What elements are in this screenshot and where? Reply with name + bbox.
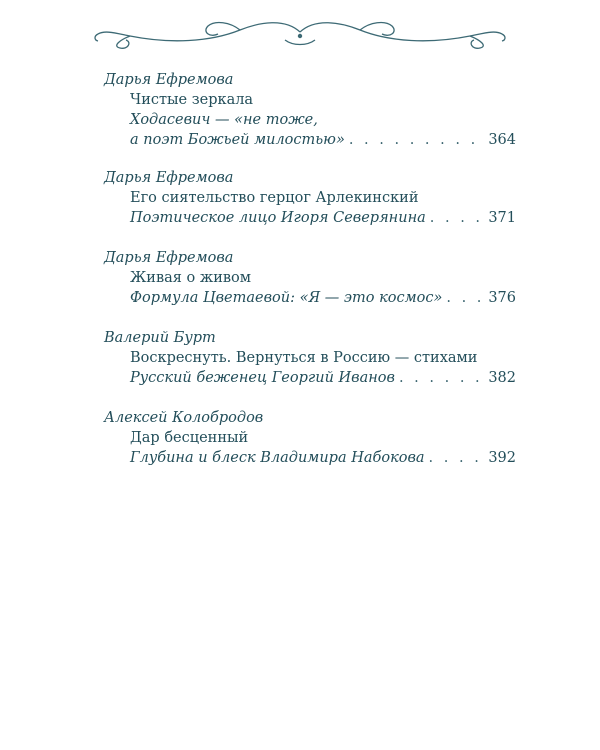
entry-subtitle-with-page xyxy=(130,288,516,308)
entry-title: Дар бесценный xyxy=(130,430,249,446)
entry-subtitle: Ходасевич — «не тоже, xyxy=(130,112,318,128)
entry-subtitle: Поэтическое лицо Игоря Северянина xyxy=(130,210,426,226)
dot-leader xyxy=(430,208,485,228)
toc-entry xyxy=(104,168,516,228)
entry-page-number: 371 xyxy=(488,210,516,226)
entry-page-number: 376 xyxy=(488,290,516,306)
toc-entry xyxy=(104,328,516,388)
dot-leader xyxy=(429,448,485,468)
entry-subtitle: Русский беженец Георгий Иванов xyxy=(130,370,395,386)
entry-page-number: 382 xyxy=(488,370,516,386)
entry-title: Его сиятельство герцог Арлекинский xyxy=(130,190,419,206)
entry-title: Воскреснуть. Вернуться в Россию — стихами xyxy=(130,350,478,366)
dot-leader xyxy=(446,288,484,308)
decorative-flourish-ornament xyxy=(90,14,510,54)
entry-subtitle-with-page xyxy=(130,448,516,468)
dot-leader xyxy=(349,130,484,150)
entry-page-number: 364 xyxy=(488,132,516,148)
entry-author: Дарья Ефремова xyxy=(104,72,234,88)
entry-author: Алексей Колобродов xyxy=(104,410,264,426)
dot-leader xyxy=(399,368,484,388)
entry-author: Дарья Ефремова xyxy=(104,250,234,266)
entry-page-number: 392 xyxy=(488,450,516,466)
entry-subtitle: Глубина и блеск Владимира Набокова xyxy=(130,450,425,466)
entry-subtitle: Формула Цветаевой: «Я — это космос» xyxy=(130,290,443,306)
entry-subtitle-continued: а поэт Божьей милостью» xyxy=(130,132,345,148)
entry-title: Живая о живом xyxy=(130,270,252,286)
entry-title: Чистые зеркала xyxy=(130,92,254,108)
toc-entry xyxy=(104,408,516,468)
entry-subtitle-with-page xyxy=(130,368,516,388)
entry-author: Валерий Бурт xyxy=(104,330,216,346)
toc-entry xyxy=(104,248,516,308)
toc-entry xyxy=(104,70,516,150)
entry-author: Дарья Ефремова xyxy=(104,170,234,186)
entry-subtitle-with-page xyxy=(130,208,516,228)
entry-subtitle-with-page xyxy=(130,130,516,150)
